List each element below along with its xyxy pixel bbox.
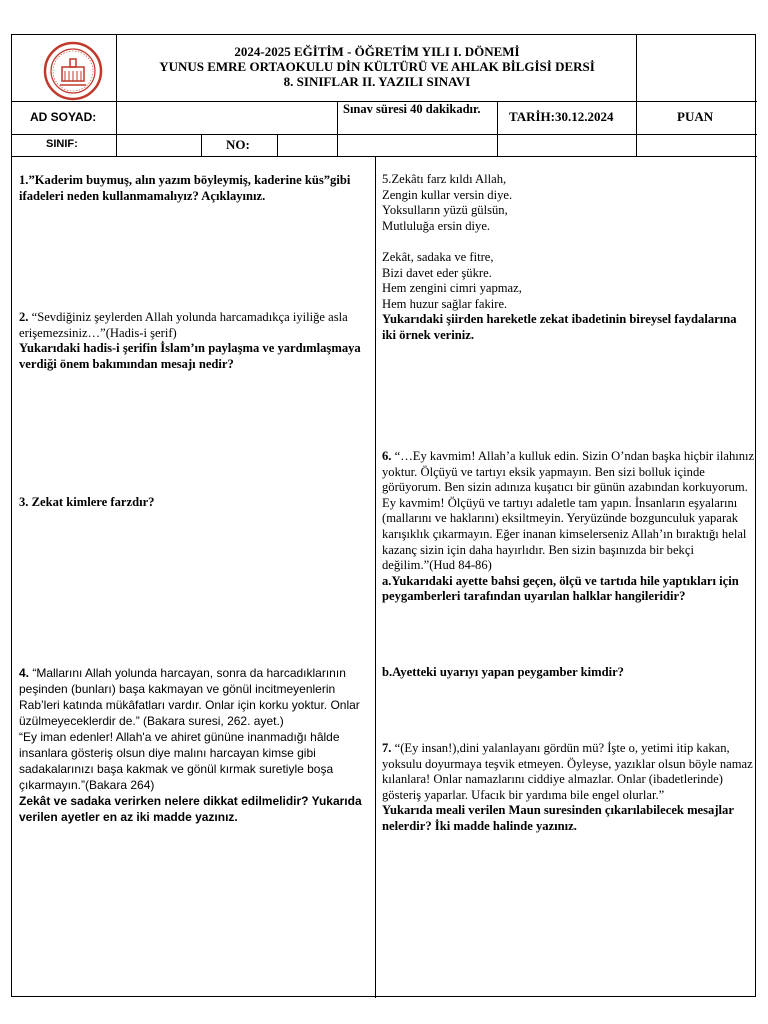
poem-line: Zengin kullar versin diye.	[382, 187, 513, 202]
info-divider-4	[636, 101, 637, 157]
question-5-ask: Yukarıdaki şiirden hareketle zekat ibadetinin bireysel faydalarına iki örnek veriniz.	[382, 312, 737, 342]
info-divider-3	[497, 101, 498, 157]
question-6b: b.Ayetteki uyarıyı yapan peygamber kimdir?	[382, 665, 624, 679]
title-line-1: 2024-2025 EĞİTİM - ÖĞRETİM YILI I. DÖNEMİ	[234, 44, 520, 59]
no-value-divider	[277, 134, 278, 157]
question-7	[382, 741, 757, 835]
question-4-quote-2: “Ey iman edenler! Allah'a ve ahiret gününe inanmadığı hâlde insanlara gösteriş olsun diye malını harcayan kimse gibi sadakalarınızı başa kakmak ve gönül kırmak suretiyle boşa çıkarmayın.”(Bakara 264)	[19, 730, 340, 792]
question-4	[19, 665, 371, 825]
exam-date: TARİH:30.12.2024	[509, 109, 614, 124]
question-2-number: 2.	[19, 310, 29, 324]
poem-line: Zekât, sadaka ve fitre,	[382, 249, 494, 264]
info-divider-1	[116, 101, 117, 157]
poem-line: Yoksulların yüzü gülsün,	[382, 203, 508, 218]
title-line-3: 8. SINIFLAR II. YAZILI SINAVI	[283, 74, 471, 89]
question-2-ask: Yukarıdaki hadis-i şerifin İslam’ın paylaşma ve yardımlaşmaya verdiği önem bakımından mesajı nedir?	[19, 341, 361, 371]
column-divider	[375, 156, 376, 998]
question-7-ask: Yukarıda meali verilen Maun suresinden çıkarılabilecek mesajlar nelerdir? İki madde halinde yazınız.	[382, 803, 734, 833]
score-label: PUAN	[677, 109, 714, 124]
question-5	[382, 172, 752, 344]
info-divider-2	[337, 101, 338, 157]
poem-line: Bizi davet eder şükre.	[382, 265, 492, 280]
question-1: 1.”Kaderim buymuş, alın yazım böyleymiş, kaderine küs”gibi ifadeleri neden kullanmamalıyız? Açıklayınız.	[19, 173, 351, 203]
duration-note: Sınav süresi 40 dakikadır.	[343, 102, 481, 116]
question-6-quote: “…Ey kavmim! Allah’a kulluk edin. Sizin O’ndan başka hiçbir ilahınız yoktur. Ölçüyü ve tartıyı eksik yapmayın. Ben sizi bolluk içinde görüyorum. Ben sizin adınıza kuşatıcı bir günün azabından korkuyorum. Ey kavmim! Ölçüyü ve tartıyı adaletle tam yapın. İnsanların eşyalarını (mallarını ve haklarını) eksiltmeyin. Yeryüzünde bozgunculuk yaparak karışıklık çıkarmayın. Eğer inanan kimselerseniz Allah’ın bıraktığı helal kazanç sizin için daha hayırlıdır. Ben sizin başınızda bir bekçi değilim.”(Hud 84-86)	[382, 449, 755, 573]
title-line-2: YUNUS EMRE ORTAOKULU DİN KÜLTÜRÜ VE AHLAK BİLGİSİ DERSİ	[159, 59, 595, 74]
question-4-number: 4.	[19, 666, 30, 680]
poem-line: Hem huzur sağlar fakire.	[382, 296, 508, 311]
exam-title	[117, 44, 637, 89]
question-6	[382, 449, 757, 605]
ministry-seal-icon	[43, 41, 103, 101]
exam-sheet	[11, 34, 756, 997]
info-bottom-line	[12, 156, 757, 157]
question-2	[19, 310, 371, 372]
question-6-number: 6.	[382, 449, 392, 463]
class-label: SINIF:	[46, 138, 78, 150]
class-no-divider	[201, 134, 202, 157]
question-2-quote: “Sevdiğiniz şeylerden Allah yolunda harcamadıkça iyiliğe asla erişemezsiniz…”(Hadis-i şerif)	[19, 310, 348, 340]
name-label: AD SOYAD:	[30, 110, 97, 124]
question-3: 3. Zekat kimlere farzdır?	[19, 495, 155, 509]
question-6a: a.Yukarıdaki ayette bahsi geçen, ölçü ve tartıda hile yaptıkları için peygamberleri tarafından uyarılan halklar hangileridir?	[382, 573, 739, 604]
info-row-line	[12, 134, 757, 135]
question-7-quote: “(Ey insan!),dini yalanlayanı gördün mü? İşte o, yetimi itip kakan, yoksulu doyurmaya teşvik etmeyen. Öyleyse, yazıklar olsun böyle namaz kılanlara! Onlar namazlarını ciddiye almazlar. Onlar (ibadetlerinde) gösteriş yaparlar. Ufacık bir yardıma bile engel olurlar.”	[382, 741, 753, 802]
poem-line: Hem zengini cimri yapmaz,	[382, 281, 522, 296]
question-7-number: 7.	[382, 741, 392, 755]
number-label: NO:	[226, 137, 250, 152]
poem-line: 5.Zekâtı farz kıldı Allah,	[382, 172, 507, 186]
poem-line: Mutluluğa ersin diye.	[382, 218, 491, 233]
question-4-quote-1: “Mallarını Allah yolunda harcayan, sonra da harcadıklarının peşinden (bunları) başa kakmayan ve gönül incitmeyenlerin Rab’leri katında mükâfatları vardır. Onlar için korku yoktur. Onlar üzülmeyeceklerdir de.” (Bakara suresi, 262. ayet.)	[19, 666, 360, 728]
question-4-ask: Zekât ve sadaka verirken nelere dikkat edilmelidir? Yukarıda verilen ayetler en az iki madde yazınız.	[19, 794, 362, 824]
